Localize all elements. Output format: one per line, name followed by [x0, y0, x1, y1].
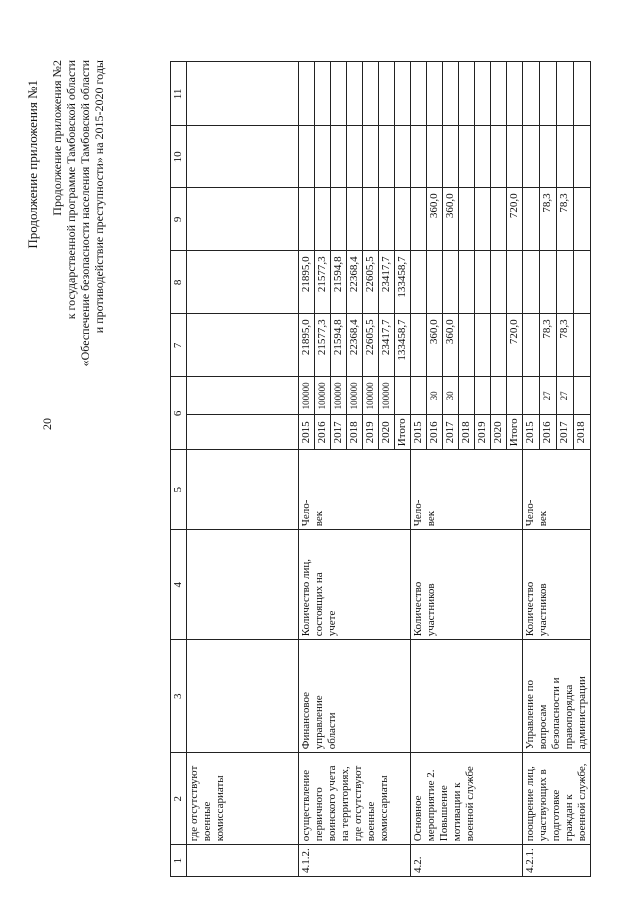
amount-cell: [379, 188, 395, 251]
amount-cell: [507, 251, 523, 314]
amount-cell: 22368,4: [347, 314, 363, 377]
indicator-value: 30: [427, 377, 443, 415]
amount-cell: [411, 126, 427, 188]
amount-cell: [411, 314, 427, 377]
indicator-value: 30: [443, 377, 459, 415]
indicator-name: Количество участников: [523, 530, 591, 640]
executor: [411, 640, 523, 753]
amount-cell: 360,0: [443, 188, 459, 251]
header-line: «Обеспечение безопасности населения Тамбовской области: [78, 60, 92, 367]
activity-name: Основное мероприятие 2. Повышение мотивации к военной службе: [411, 753, 523, 845]
amount-cell: [347, 126, 363, 188]
year-cell: 2017: [443, 415, 459, 450]
amount-cell: [363, 126, 379, 188]
amount-cell: [475, 251, 491, 314]
activity-name: поощрение лиц, участвующих в подготовке граждан к военной службе,: [523, 753, 591, 845]
amount-cell: [379, 126, 395, 188]
col-number: 1: [171, 845, 187, 877]
amount-cell: [540, 62, 557, 126]
executor: Управление по вопросам безопасности и правопорядка администрации: [523, 640, 591, 753]
amount-cell: [574, 126, 591, 188]
amount-cell: [395, 62, 411, 126]
amount-cell: 360,0: [443, 314, 459, 377]
indicator-value: 27: [540, 377, 557, 415]
amount-cell: 23417,7: [379, 314, 395, 377]
amount-cell: [507, 126, 523, 188]
amount-cell: 78,3: [540, 188, 557, 251]
year-cell: 2015: [523, 415, 540, 450]
amount-cell: 78,3: [540, 314, 557, 377]
year-cell: Итого: [507, 415, 523, 450]
amount-cell: [363, 62, 379, 126]
col-number: 11: [171, 62, 187, 126]
amount-cell: [540, 251, 557, 314]
amount-cell: [379, 62, 395, 126]
amount-cell: 22605,5: [363, 314, 379, 377]
amount-cell: [427, 251, 443, 314]
amount-cell: [459, 251, 475, 314]
amount-cell: [395, 126, 411, 188]
amount-cell: [347, 188, 363, 251]
amount-cell: [523, 188, 540, 251]
indicator-name: Количество лиц, состоящих на учете: [299, 530, 411, 640]
amount-cell: 133458,7: [395, 251, 411, 314]
table-row: [299, 62, 315, 877]
col-number: 9: [171, 188, 187, 251]
amount-cell: [427, 62, 443, 126]
row-number: [187, 845, 299, 877]
empty-cell: [187, 188, 299, 251]
amount-cell: [491, 126, 507, 188]
amount-cell: [443, 62, 459, 126]
year-cell: 2018: [347, 415, 363, 450]
indicator-value: [507, 377, 523, 415]
empty-cell: [187, 62, 299, 126]
col-number: 6: [171, 377, 187, 450]
table-row: [411, 62, 427, 877]
amount-cell: 22368,4: [347, 251, 363, 314]
indicator-value: [475, 377, 491, 415]
appendix-header: [50, 60, 106, 480]
unit: Чело- век: [411, 450, 523, 530]
continuation-caption: Продолжение приложения №1: [25, 80, 40, 249]
amount-cell: [574, 314, 591, 377]
indicator-value: [491, 377, 507, 415]
indicator-value: 100000: [299, 377, 315, 415]
year-cell: 2016: [427, 415, 443, 450]
activity-name: осуществление первичного воинского учета на территориях, где отсутствуют военные комиссариаты: [299, 753, 411, 845]
table-row: [187, 62, 299, 877]
year-cell: 2019: [363, 415, 379, 450]
amount-cell: [574, 251, 591, 314]
indicator-value: [411, 377, 427, 415]
indicator-name: Количество участников: [411, 530, 523, 640]
col-number: 10: [171, 126, 187, 188]
indicator-value: [459, 377, 475, 415]
amount-cell: 360,0: [427, 314, 443, 377]
amount-cell: 720,0: [507, 188, 523, 251]
row-number: 4.2.1.: [523, 845, 591, 877]
indicator-value: [523, 377, 540, 415]
amount-cell: 21895,0: [299, 251, 315, 314]
col-number: 5: [171, 450, 187, 530]
indicator-name: [187, 530, 299, 640]
amount-cell: [574, 62, 591, 126]
year-cell: 2018: [574, 415, 591, 450]
amount-cell: [557, 251, 574, 314]
amount-cell: [459, 188, 475, 251]
year-cell: 2015: [411, 415, 427, 450]
indicator-value: [395, 377, 411, 415]
amount-cell: [347, 62, 363, 126]
year-cell: 2017: [557, 415, 574, 450]
amount-cell: 23417,7: [379, 251, 395, 314]
amount-cell: [411, 188, 427, 251]
unit: Чело- век: [299, 450, 411, 530]
amount-cell: [315, 126, 331, 188]
amount-cell: [331, 62, 347, 126]
amount-cell: 360,0: [427, 188, 443, 251]
amount-cell: [427, 126, 443, 188]
amount-cell: [299, 126, 315, 188]
header-line: и противодействие преступности» на 2015-2020 годы: [92, 60, 106, 334]
year-cell: 2020: [379, 415, 395, 450]
amount-cell: 133458,7: [395, 314, 411, 377]
amount-cell: [507, 62, 523, 126]
amount-cell: [411, 62, 427, 126]
col-number: 2: [171, 753, 187, 845]
amount-cell: [491, 62, 507, 126]
col-number: 7: [171, 314, 187, 377]
year-cell: 2020: [491, 415, 507, 450]
header-line: Продолжение приложения №2: [50, 60, 64, 216]
year-cell: 2016: [315, 415, 331, 450]
amount-cell: [443, 251, 459, 314]
amount-cell: [475, 188, 491, 251]
amount-cell: [443, 126, 459, 188]
year-cell: 2019: [475, 415, 491, 450]
amount-cell: [523, 62, 540, 126]
amount-cell: [331, 126, 347, 188]
table-row: [523, 62, 540, 877]
amount-cell: 21577,3: [315, 251, 331, 314]
amount-cell: [459, 126, 475, 188]
indicator-value: 27: [557, 377, 574, 415]
program-table: [170, 61, 591, 877]
amount-cell: [557, 62, 574, 126]
amount-cell: 78,3: [557, 188, 574, 251]
col-number: 8: [171, 251, 187, 314]
amount-cell: [557, 126, 574, 188]
amount-cell: 21594,8: [331, 251, 347, 314]
amount-cell: [491, 314, 507, 377]
unit: Чело- век: [523, 450, 591, 530]
amount-cell: [475, 126, 491, 188]
amount-cell: [574, 188, 591, 251]
indicator-value: 100000: [347, 377, 363, 415]
year-cell: 2016: [540, 415, 557, 450]
indicator-value: 100000: [315, 377, 331, 415]
amount-cell: [315, 188, 331, 251]
empty-cell: [187, 415, 299, 450]
amount-cell: 21594,8: [331, 314, 347, 377]
amount-cell: [475, 62, 491, 126]
row-number: 4.1.2.: [299, 845, 411, 877]
year-cell: 2018: [459, 415, 475, 450]
unit: [187, 450, 299, 530]
empty-cell: [187, 377, 299, 415]
col-number: 4: [171, 530, 187, 640]
indicator-value: 100000: [331, 377, 347, 415]
amount-cell: 21895,0: [299, 314, 315, 377]
amount-cell: [475, 314, 491, 377]
amount-cell: 22605,5: [363, 251, 379, 314]
empty-cell: [187, 251, 299, 314]
amount-cell: [299, 62, 315, 126]
amount-cell: [540, 126, 557, 188]
amount-cell: [299, 188, 315, 251]
empty-cell: [187, 126, 299, 188]
amount-cell: [459, 314, 475, 377]
amount-cell: [395, 188, 411, 251]
amount-cell: 720,0: [507, 314, 523, 377]
year-cell: Итого: [395, 415, 411, 450]
indicator-value: 100000: [379, 377, 395, 415]
amount-cell: 78,3: [557, 314, 574, 377]
column-number-row: [171, 62, 187, 877]
amount-cell: [523, 126, 540, 188]
amount-cell: [331, 188, 347, 251]
page-number: 20: [40, 418, 54, 430]
header-line: к государственной программе Тамбовской области: [64, 60, 78, 320]
amount-cell: 21577,3: [315, 314, 331, 377]
empty-cell: [187, 314, 299, 377]
row-number: 4.2.: [411, 845, 523, 877]
amount-cell: [523, 314, 540, 377]
indicator-value: 100000: [363, 377, 379, 415]
activity-name: где отсутствуют военные комиссариаты: [187, 753, 299, 845]
year-cell: 2015: [299, 415, 315, 450]
amount-cell: [523, 251, 540, 314]
year-cell: 2017: [331, 415, 347, 450]
amount-cell: [363, 188, 379, 251]
amount-cell: [491, 251, 507, 314]
indicator-value: [574, 377, 591, 415]
col-number: 3: [171, 640, 187, 753]
executor: Финансовое управление области: [299, 640, 411, 753]
amount-cell: [411, 251, 427, 314]
amount-cell: [315, 62, 331, 126]
amount-cell: [491, 188, 507, 251]
amount-cell: [459, 62, 475, 126]
executor: [187, 640, 299, 753]
